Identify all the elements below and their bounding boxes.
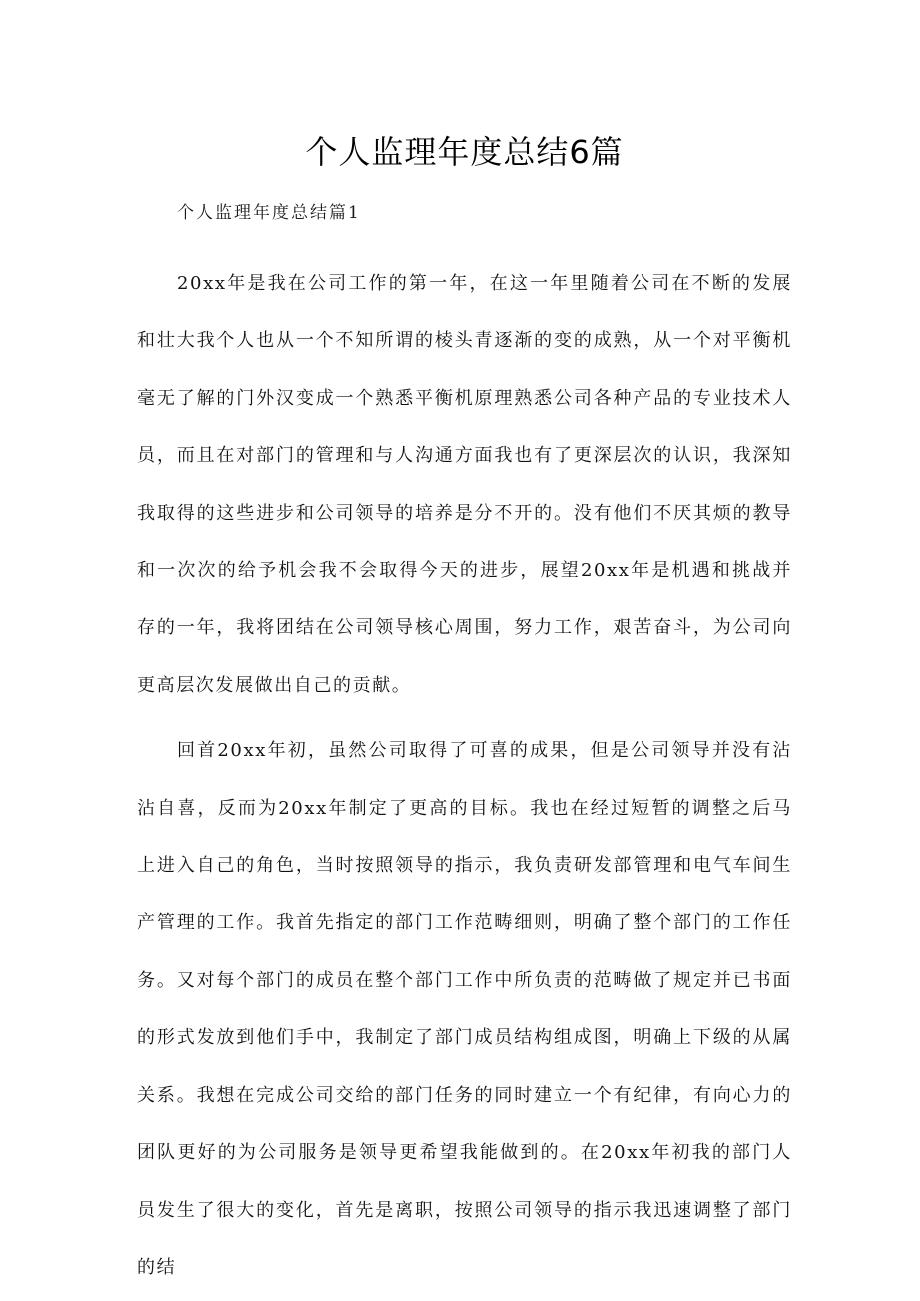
body-paragraph-2: 回首20xx年初，虽然公司取得了可喜的成果，但是公司领导并没有沾沾自喜，反而为20xx年制定了更高的目标。我也在经过短暂的调整之后马上进入自己的角色，当时按照领导的指示，我负责研发部管理和电气车间生产管理的工作。我首先指定的部门工作范畴细则，明确了整个部门的工作任务。又对每个部门的成员在整个部门工作中所负责的范畴做了规定并已书面的形式发放到他们手中，我制定了部门成员结构组成图，明确上下级的从属关系。我想在完成公司交给的部门任务的同时建立一个有纪律，有向心力的团队更好的为公司服务是领导更希望我能做到的。在20xx年初我的部门人员发生了很大的变化，首先是离职，按照公司领导的指示我迅速调整了部门的结 [137,740,792,1278]
document-title: 个人监理年度总结6篇 [305,133,624,171]
body-paragraph-1: 20xx年是我在公司工作的第一年，在这一年里随着公司在不断的发展和壮大我个人也从一个不知所谓的棱头青逐渐的变的成熟，从一个对平衡机毫无了解的门外汉变成一个熟悉平衡机原理熟悉公司各种产品的专业技术人员，而且在对部门的管理和与人沟通方面我也有了更深层次的认识，我深知我取得的这些进步和公司领导的培养是分不开的。没有他们不厌其烦的教导和一次次的给予机会我不会取得今天的进步，展望20xx年是机遇和挑战并存的一年，我将团结在公司领导核心周围，努力工作，艰苦奋斗，为公司向更高层次发展做出自己的贡献。 [137,273,792,696]
section-heading: 个人监理年度总结篇1 [177,203,361,223]
